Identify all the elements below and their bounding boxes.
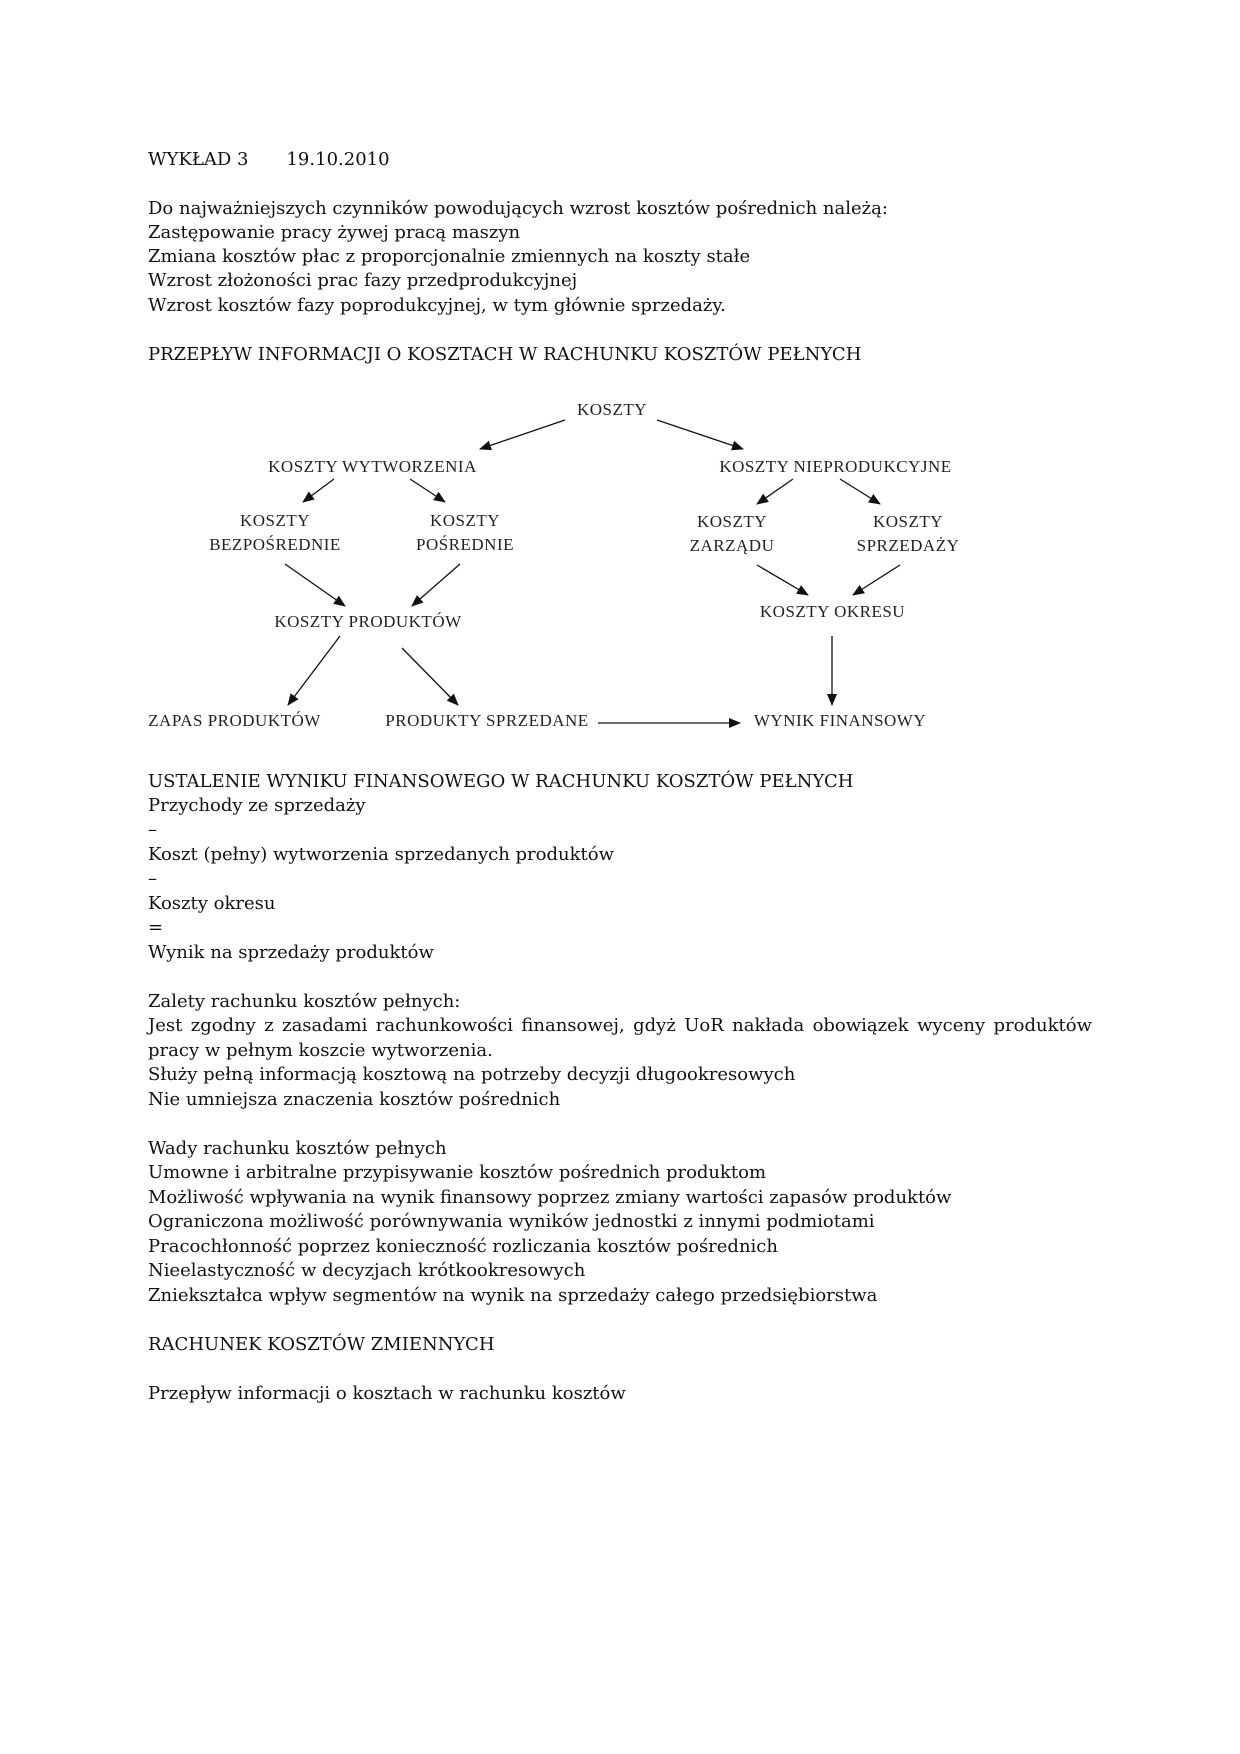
result-operator: – (148, 819, 157, 840)
result-operator: – (148, 868, 157, 889)
node-koszty: KOSZTY (576, 400, 648, 419)
node-line: KOSZTY (696, 512, 768, 531)
section-title-flow: PRZEPŁYW INFORMACJI O KOSZTACH W RACHUNKU KOSZTÓW PEŁNYCH (148, 344, 862, 365)
node-line: KOSZTY (239, 511, 311, 530)
disadvantages-item: Umowne i arbitralne przypisywanie kosztów pośrednich produktom (148, 1162, 767, 1183)
arrow-bezposrednie-to-produktow (285, 564, 345, 606)
node-zapas-produktow: ZAPAS PRODUKTÓW (148, 711, 321, 730)
node-line: SPRZEDAŻY (856, 536, 960, 555)
node-koszty-okresu: KOSZTY OKRESU (759, 602, 906, 621)
advantages-paragraph-line: Jest zgodny z zasadami rachunkowości finansowej, gdyż UoR nakłada obowiązek wyceny produktów (148, 1015, 1092, 1036)
advantages-paragraph-line: pracy w pełnym koszcie wytworzenia. (148, 1040, 493, 1061)
arrow-sprzedazy-to-okresu (853, 565, 900, 595)
arrow-koszty-to-wytworzenia (480, 420, 565, 449)
intro-lead: Do najważniejszych czynników powodujących wzrost kosztów pośrednich należą: (148, 198, 888, 219)
arrow-koszty-to-nieprodukcyjne (657, 420, 743, 449)
arrow-produktow-to-sprzedane (402, 648, 458, 705)
intro-item: Wzrost kosztów fazy poprodukcyjnej, w tym głównie sprzedaży. (148, 295, 726, 316)
result-line: Koszty okresu (148, 893, 276, 914)
advantages-title: Zalety rachunku kosztów pełnych: (148, 991, 461, 1012)
node-koszty-wytworzenia: KOSZTY WYTWORZENIA (268, 457, 477, 476)
node-koszty-posrednie (400, 509, 530, 557)
arrow-wytworzenia-to-bezposrednie (303, 479, 334, 502)
intro-item: Zmiana kosztów płac z proporcjonalnie zmiennych na koszty stałe (148, 246, 751, 267)
result-operator: = (148, 917, 164, 938)
node-koszty-produktow: KOSZTY PRODUKTÓW (274, 612, 462, 631)
node-line: KOSZTY (872, 512, 944, 531)
node-line: POŚREDNIE (415, 535, 514, 554)
advantages-item: Nie umniejsza znaczenia kosztów pośrednich (148, 1089, 561, 1110)
arrow-wytworzenia-to-posrednie (410, 479, 445, 502)
disadvantages-title: Wady rachunku kosztów pełnych (148, 1138, 447, 1159)
disadvantages-item: Pracochłonność poprzez konieczność rozliczania kosztów pośrednich (148, 1236, 778, 1257)
result-line: Koszt (pełny) wytworzenia sprzedanych produktów (148, 844, 614, 865)
disadvantages-item: Możliwość wpływania na wynik finansowy poprzez zmiany wartości zapasów produktów (148, 1187, 952, 1208)
intro-item: Wzrost złożoności prac fazy przedprodukcyjnej (148, 270, 578, 291)
disadvantages-item: Nieelastyczność w decyzjach krótkookresowych (148, 1260, 586, 1281)
diagram-arrows (140, 392, 990, 742)
intro-item: Zastępowanie pracy żywej pracą maszyn (148, 222, 521, 243)
node-koszty-bezposrednie (200, 509, 350, 557)
node-produkty-sprzedane: PRODUKTY SPRZEDANE (385, 711, 589, 730)
node-koszty-nieprodukcyjne: KOSZTY NIEPRODUKCYJNE (719, 457, 952, 476)
node-line: ZARZĄDU (689, 536, 775, 555)
disadvantages-item: Ograniczona możliwość porównywania wyników jednostki z innymi podmiotami (148, 1211, 875, 1232)
result-line: Przychody ze sprzedaży (148, 795, 366, 816)
node-koszty-sprzedazy (848, 510, 968, 558)
arrow-produktow-to-zapas (288, 636, 340, 705)
cost-flow-diagram (140, 392, 990, 742)
disadvantages-item: Zniekształca wpływ segmentów na wynik na sprzedaży całego przedsiębiorstwa (148, 1285, 878, 1306)
node-koszty-zarzadu (672, 510, 792, 558)
node-line: KOSZTY (429, 511, 501, 530)
section-title-result: USTALENIE WYNIKU FINANSOWEGO W RACHUNKU KOSZTÓW PEŁNYCH (148, 771, 854, 792)
arrow-posrednie-to-produktow (412, 564, 460, 606)
advantages-item: Służy pełną informacją kosztową na potrzeby decyzji długookresowych (148, 1064, 796, 1085)
node-wynik-finansowy: WYNIK FINANSOWY (753, 711, 927, 730)
result-line: Wynik na sprzedaży produktów (148, 942, 434, 963)
section-title-variable: RACHUNEK KOSZTÓW ZMIENNYCH (148, 1334, 495, 1355)
lecture-number: WYKŁAD 3 (148, 149, 249, 170)
node-line: BEZPOŚREDNIE (209, 535, 341, 554)
arrow-nieprodukcyjne-to-sprzedazy (840, 479, 880, 504)
arrow-zarzadu-to-okresu (757, 565, 808, 595)
section-subtitle-variable: Przepływ informacji o kosztach w rachunku kosztów (148, 1383, 626, 1404)
lecture-date: 19.10.2010 (286, 149, 390, 170)
arrow-nieprodukcyjne-to-zarzadu (757, 479, 793, 504)
lecture-header (148, 148, 390, 172)
